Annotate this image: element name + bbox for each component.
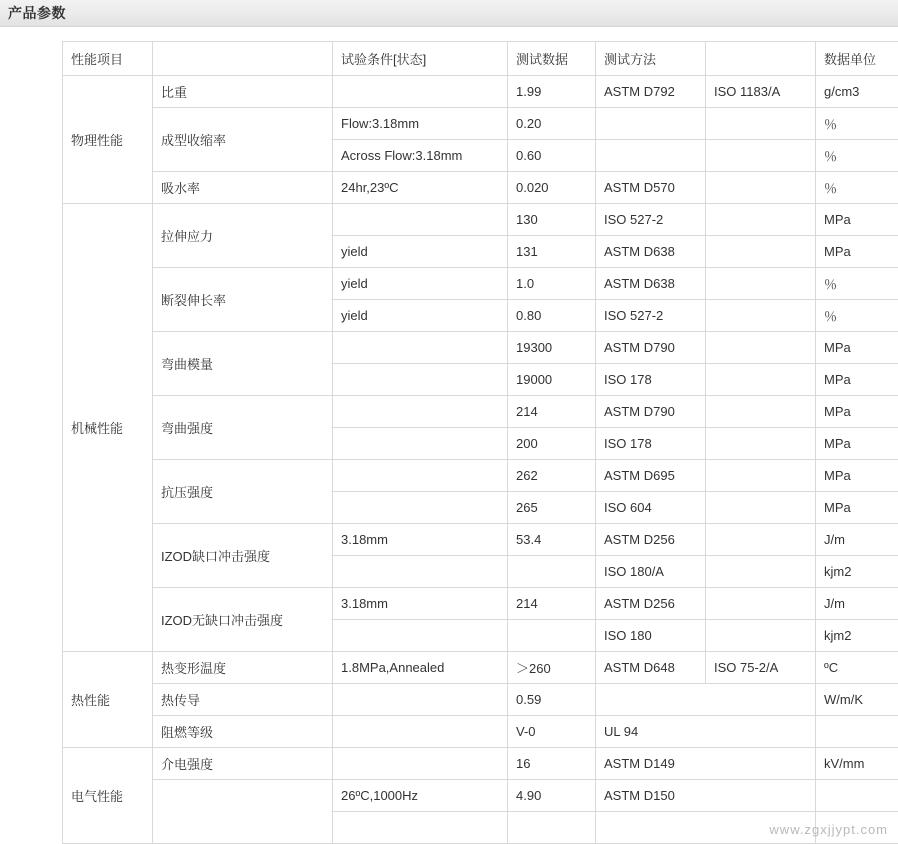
cell-property: 热变形温度: [153, 652, 333, 684]
cell-condition: [333, 396, 508, 428]
cell-condition: [333, 716, 508, 748]
cell-condition: [333, 76, 508, 108]
page-header: [0, 0, 898, 27]
cell-value: 200: [508, 428, 596, 460]
cell-method-alt: [706, 268, 816, 300]
table-row: [63, 684, 898, 716]
cell-category: 热性能: [63, 652, 153, 748]
cell-unit: J/m: [816, 588, 898, 620]
cell-value: 0.20: [508, 108, 596, 140]
cell-condition: [333, 492, 508, 524]
cell-value: 0.020: [508, 172, 596, 204]
cell-condition: [333, 684, 508, 716]
page-title: 产品参数: [8, 3, 66, 23]
cell-unit: W/m/K: [816, 684, 898, 716]
cell-condition: [333, 620, 508, 652]
cell-method-alt: ISO 1183/A: [706, 76, 816, 108]
cell-method: ISO 180/A: [596, 556, 706, 588]
th-method: 测试方法: [596, 42, 706, 76]
cell-unit: kV/mm: [816, 748, 898, 780]
cell-unit: ％: [816, 268, 898, 300]
cell-unit: g/cm3: [816, 76, 898, 108]
table-row: [63, 204, 898, 236]
cell-method: [596, 684, 816, 716]
cell-property: 弯曲模量: [153, 332, 333, 396]
cell-method: ASTM D638: [596, 236, 706, 268]
cell-unit: MPa: [816, 332, 898, 364]
cell-method: ASTM D648: [596, 652, 706, 684]
table-header-row: [63, 42, 898, 76]
cell-value: 1.0: [508, 268, 596, 300]
table-row: [63, 108, 898, 140]
cell-method-alt: [706, 108, 816, 140]
cell-value: 4.90: [508, 780, 596, 812]
th-unit: 数据单位: [816, 42, 898, 76]
cell-unit: kjm2: [816, 620, 898, 652]
cell-method: [596, 140, 706, 172]
cell-method-alt: [706, 620, 816, 652]
cell-method-alt: ISO 75-2/A: [706, 652, 816, 684]
cell-property: 断裂伸长率: [153, 268, 333, 332]
cell-method: ASTM D150: [596, 780, 816, 812]
cell-unit: ％: [816, 108, 898, 140]
cell-condition: yield: [333, 300, 508, 332]
cell-property: 比重: [153, 76, 333, 108]
cell-value: 214: [508, 396, 596, 428]
cell-method: ASTM D695: [596, 460, 706, 492]
table-row: [63, 172, 898, 204]
cell-method-alt: [706, 332, 816, 364]
th-condition: 试验条件[状态]: [333, 42, 508, 76]
cell-method-alt: [706, 460, 816, 492]
cell-condition: [333, 364, 508, 396]
cell-category: 物理性能: [63, 76, 153, 204]
cell-method: ASTM D790: [596, 396, 706, 428]
table-row: [63, 588, 898, 620]
table-row: [63, 716, 898, 748]
cell-property: 成型收缩率: [153, 108, 333, 172]
cell-method-alt: [706, 172, 816, 204]
cell-unit: J/m: [816, 524, 898, 556]
cell-method: ISO 527-2: [596, 204, 706, 236]
cell-unit: MPa: [816, 364, 898, 396]
cell-unit: MPa: [816, 236, 898, 268]
cell-property: IZOD缺口冲击强度: [153, 524, 333, 588]
cell-value: 130: [508, 204, 596, 236]
cell-value: V-0: [508, 716, 596, 748]
cell-method-alt: [706, 492, 816, 524]
cell-condition: 1.8MPa,Annealed: [333, 652, 508, 684]
spec-table-container: [62, 41, 898, 844]
cell-method-alt: [706, 364, 816, 396]
table-row: [63, 748, 898, 780]
cell-condition: [333, 748, 508, 780]
table-row: [63, 268, 898, 300]
cell-unit: [816, 780, 898, 812]
cell-value: 214: [508, 588, 596, 620]
cell-method: UL 94: [596, 716, 816, 748]
cell-method: ASTM D638: [596, 268, 706, 300]
table-row: [63, 524, 898, 556]
cell-property: 热传导: [153, 684, 333, 716]
cell-method-alt: [706, 396, 816, 428]
cell-method: ISO 527-2: [596, 300, 706, 332]
cell-condition: [333, 812, 508, 844]
cell-condition: [333, 332, 508, 364]
cell-method: ISO 180: [596, 620, 706, 652]
cell-condition: 3.18mm: [333, 588, 508, 620]
cell-value: 16: [508, 748, 596, 780]
cell-method-alt: [706, 204, 816, 236]
cell-method: ASTM D149: [596, 748, 816, 780]
cell-condition: 24hr,23ºC: [333, 172, 508, 204]
cell-value: 131: [508, 236, 596, 268]
cell-method: ASTM D792: [596, 76, 706, 108]
cell-property: 吸水率: [153, 172, 333, 204]
watermark: www.zgxjjypt.com: [769, 822, 888, 837]
cell-condition: Across Flow:3.18mm: [333, 140, 508, 172]
cell-value: 0.60: [508, 140, 596, 172]
cell-category: 机械性能: [63, 204, 153, 652]
cell-property: [153, 780, 333, 844]
cell-value: [508, 556, 596, 588]
table-row: [63, 396, 898, 428]
cell-property: 抗压强度: [153, 460, 333, 524]
cell-method: ISO 178: [596, 428, 706, 460]
th-method-alt: [706, 42, 816, 76]
cell-condition: [333, 556, 508, 588]
cell-unit: ％: [816, 172, 898, 204]
cell-method-alt: [706, 588, 816, 620]
table-row: [63, 460, 898, 492]
table-row: [63, 780, 898, 812]
cell-condition: Flow:3.18mm: [333, 108, 508, 140]
table-body: [63, 76, 898, 844]
table-row: [63, 332, 898, 364]
cell-value: 0.80: [508, 300, 596, 332]
cell-unit: [816, 812, 898, 844]
cell-value: 19000: [508, 364, 596, 396]
cell-method: ASTM D256: [596, 588, 706, 620]
cell-method: ISO 178: [596, 364, 706, 396]
cell-property: 阻燃等级: [153, 716, 333, 748]
cell-unit: MPa: [816, 428, 898, 460]
table-row: [63, 652, 898, 684]
cell-unit: ％: [816, 140, 898, 172]
cell-unit: MPa: [816, 460, 898, 492]
cell-property: 介电强度: [153, 748, 333, 780]
cell-method: [596, 812, 816, 844]
cell-value: 53.4: [508, 524, 596, 556]
cell-method-alt: [706, 428, 816, 460]
cell-category: 电气性能: [63, 748, 153, 844]
cell-condition: 26ºC,1000Hz: [333, 780, 508, 812]
cell-method-alt: [706, 300, 816, 332]
cell-condition: 3.18mm: [333, 524, 508, 556]
cell-method-alt: [706, 236, 816, 268]
cell-property: IZOD无缺口冲击强度: [153, 588, 333, 652]
product-spec-table: [62, 41, 898, 844]
cell-method-alt: [706, 524, 816, 556]
cell-value: 0.59: [508, 684, 596, 716]
cell-value: ＞260: [508, 652, 596, 684]
cell-condition: [333, 460, 508, 492]
cell-property: 拉伸应力: [153, 204, 333, 268]
cell-method: ASTM D790: [596, 332, 706, 364]
cell-property: 弯曲强度: [153, 396, 333, 460]
th-property: [153, 42, 333, 76]
cell-unit: MPa: [816, 396, 898, 428]
cell-condition: yield: [333, 236, 508, 268]
cell-unit: ％: [816, 300, 898, 332]
cell-condition: yield: [333, 268, 508, 300]
cell-method: ASTM D570: [596, 172, 706, 204]
cell-unit: kjm2: [816, 556, 898, 588]
cell-method-alt: [706, 556, 816, 588]
cell-method: [596, 108, 706, 140]
cell-method-alt: [706, 140, 816, 172]
cell-value: [508, 812, 596, 844]
cell-condition: [333, 428, 508, 460]
cell-value: 265: [508, 492, 596, 524]
cell-value: 1.99: [508, 76, 596, 108]
cell-unit: [816, 716, 898, 748]
th-category: 性能项目: [63, 42, 153, 76]
cell-unit: ºC: [816, 652, 898, 684]
cell-method: ASTM D256: [596, 524, 706, 556]
th-value: 测试数据: [508, 42, 596, 76]
cell-method: ISO 604: [596, 492, 706, 524]
cell-value: 262: [508, 460, 596, 492]
cell-value: 19300: [508, 332, 596, 364]
cell-value: [508, 620, 596, 652]
cell-unit: MPa: [816, 492, 898, 524]
cell-unit: MPa: [816, 204, 898, 236]
table-row: [63, 76, 898, 108]
cell-condition: [333, 204, 508, 236]
